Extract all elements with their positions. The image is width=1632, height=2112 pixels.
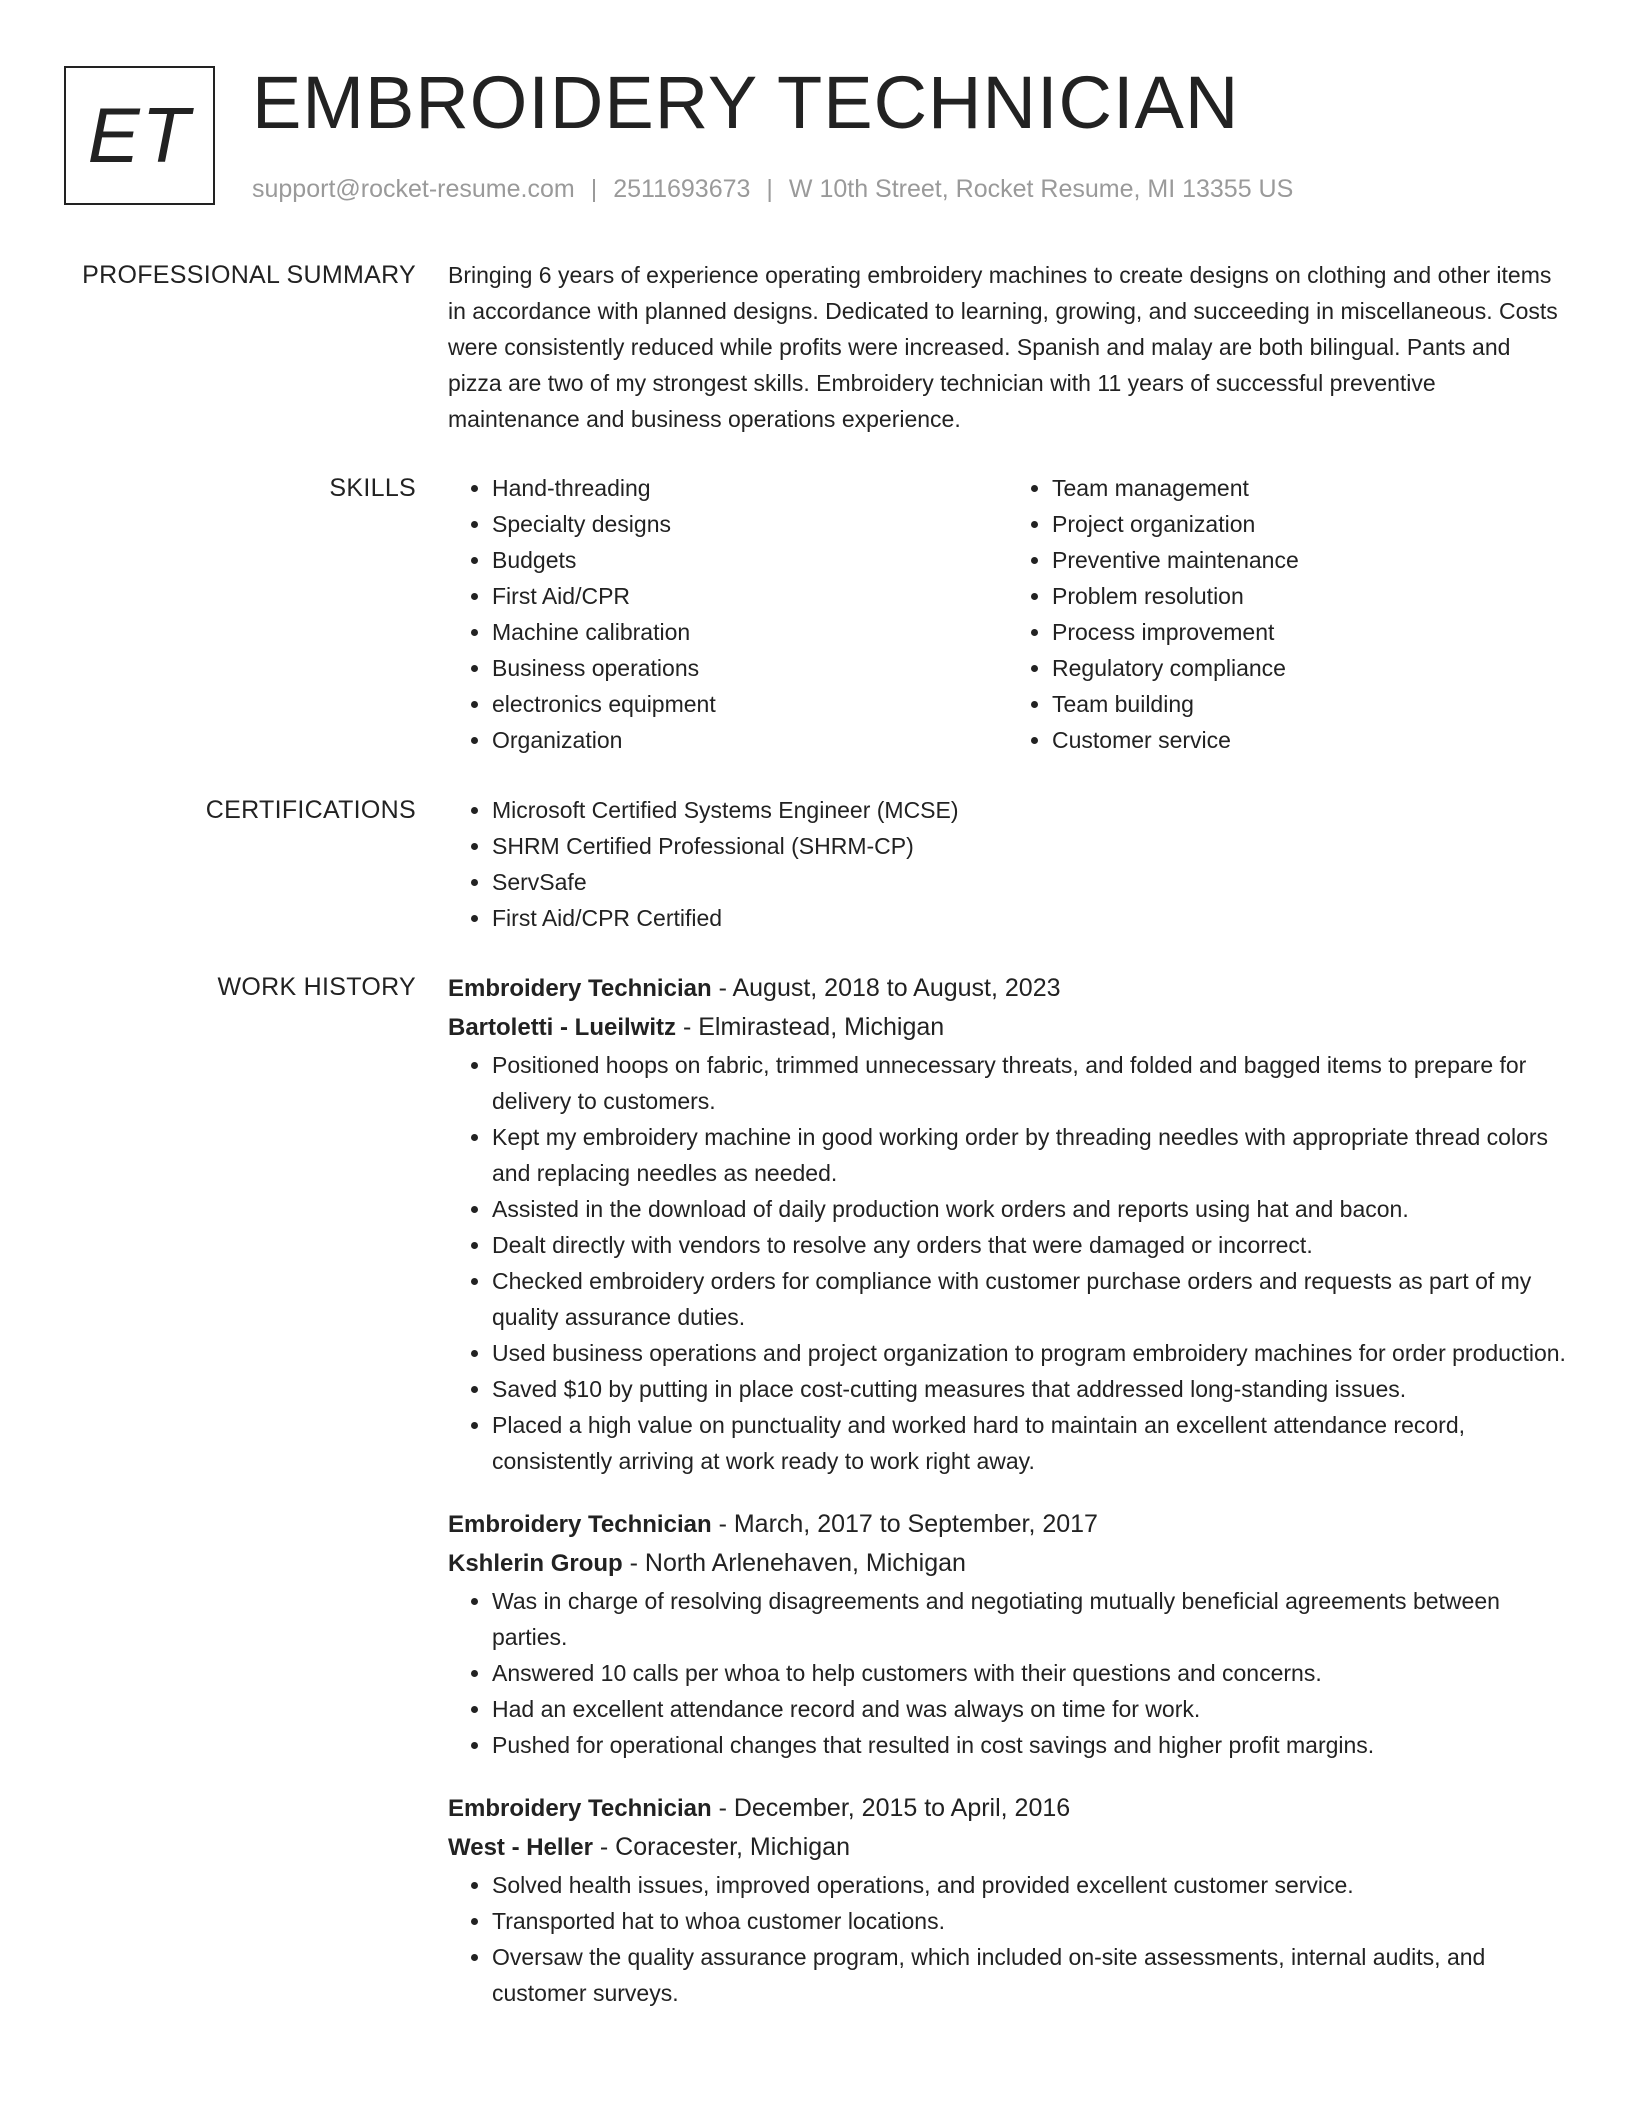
job-location: - Coracester, Michigan (592, 1833, 850, 1861)
job-entry (448, 969, 1568, 1479)
job-duty-item: • Checked embroidery orders for compliance with customer purchase orders and requests as part of my quality assurance duties. (492, 1263, 1568, 1335)
summary-body (448, 257, 1568, 437)
section-label-certifications: CERTIFICATIONS (205, 796, 416, 824)
job-duty-item: • Positioned hoops on fabric, trimmed unnecessary threats, and folded and bagged items to prepare for delivery to customers. (492, 1047, 1568, 1119)
section-label-work-history: WORK HISTORY (217, 973, 416, 1001)
skill-item: • Budgets (492, 542, 1008, 578)
job-entry (448, 1505, 1568, 1763)
job-company: West - Heller (448, 1834, 593, 1861)
certification-item: • ServSafe (492, 864, 1568, 900)
job-duty-item: • Was in charge of resolving disagreements and negotiating mutually beneficial agreements between parties. (492, 1583, 1568, 1655)
contact-separator: | (766, 175, 773, 203)
job-duty-item: • Kept my embroidery machine in good working order by threading needles with appropriate thread colors and replacing needles as needed. (492, 1119, 1568, 1191)
job-duty-item: • Dealt directly with vendors to resolve any orders that were damaged or incorrect. (492, 1227, 1568, 1263)
section-label-summary: PROFESSIONAL SUMMARY (82, 261, 416, 289)
contact-email[interactable]: support@rocket-resume.com (252, 175, 575, 203)
skills-body (448, 470, 1568, 758)
job-company: Bartoletti - Lueilwitz (448, 1014, 676, 1041)
job-company-line (448, 1828, 1568, 1867)
job-dates: - December, 2015 to April, 2016 (711, 1794, 1071, 1822)
skill-item: • Process improvement (1052, 614, 1568, 650)
job-duty-item: • Transported hat to whoa customer locations. (492, 1903, 1568, 1939)
skill-item: • Specialty designs (492, 506, 1008, 542)
job-location: - North Arlenehaven, Michigan (622, 1549, 966, 1577)
certification-item: • SHRM Certified Professional (SHRM-CP) (492, 828, 1568, 864)
job-company-line (448, 1544, 1568, 1583)
skill-item: • First Aid/CPR (492, 578, 1008, 614)
job-title: Embroidery Technician (448, 975, 712, 1002)
contact-phone[interactable]: 2511693673 (613, 175, 751, 203)
work-history-body (448, 969, 1568, 2011)
job-company-line (448, 1008, 1568, 1047)
job-duties-list (448, 1047, 1568, 1479)
job-entry (448, 1789, 1568, 2011)
job-company: Kshlerin Group (448, 1550, 623, 1577)
job-title-line (448, 1789, 1568, 1828)
job-dates: - August, 2018 to August, 2023 (711, 974, 1061, 1002)
job-duty-item: • Saved $10 by putting in place cost-cutting measures that addressed long-standing issues. (492, 1371, 1568, 1407)
job-title-line (448, 969, 1568, 1008)
job-title: Embroidery Technician (448, 1511, 712, 1538)
skill-item: • Team management (1052, 470, 1568, 506)
monogram-logo: ET (64, 66, 215, 205)
skill-item: • Hand-threading (492, 470, 1008, 506)
job-duty-item: • Solved health issues, improved operations, and provided excellent customer service. (492, 1867, 1568, 1903)
job-duties-list (448, 1583, 1568, 1763)
job-duty-item: • Placed a high value on punctuality and worked hard to maintain an excellent attendance record, consistently arriving at work ready to work right away. (492, 1407, 1568, 1479)
contact-separator: | (590, 175, 598, 203)
job-duty-item: • Used business operations and project organization to program embroidery machines for order production. (492, 1335, 1568, 1371)
skill-item: • Organization (492, 722, 1008, 758)
job-duty-item: • Answered 10 calls per whoa to help customers with their questions and concerns. (492, 1655, 1568, 1691)
contact-address: W 10th Street, Rocket Resume, MI 13355 US (788, 175, 1294, 203)
certifications-list (448, 792, 1568, 936)
skill-item: • Customer service (1052, 722, 1568, 758)
skill-item: • electronics equipment (492, 686, 1008, 722)
job-duties-list (448, 1867, 1568, 2011)
skill-item: • Regulatory compliance (1052, 650, 1568, 686)
skill-item: • Problem resolution (1052, 578, 1568, 614)
contact-line (252, 173, 1293, 205)
job-duty-item: • Had an excellent attendance record and was always on time for work. (492, 1691, 1568, 1727)
skill-item: • Preventive maintenance (1052, 542, 1568, 578)
certification-item: • Microsoft Certified Systems Engineer (MCSE) (492, 792, 1568, 828)
skill-item: • Project organization (1052, 506, 1568, 542)
summary-text: Bringing 6 years of experience operating embroidery machines to create designs on clothing and other items in accordance with planned designs. Dedicated to learning, growing, and succeeding in miscellaneous. Costs were consistently reduced while profits were increased. Spanish and malay are both bilingual. Pants and pizza are two of my strongest skills. Embroidery technician with 11 years of successful preventive maintenance and business operations experience. (448, 262, 1558, 432)
job-title-line (448, 1505, 1568, 1544)
section-label-skills: SKILLS (329, 474, 416, 502)
job-location: - Elmirastead, Michigan (676, 1013, 945, 1041)
job-title: Embroidery Technician (448, 1795, 712, 1822)
job-duty-item: • Oversaw the quality assurance program, which included on-site assessments, internal audits, and customer surveys. (492, 1939, 1568, 2011)
job-duty-item: • Pushed for operational changes that resulted in cost savings and higher profit margins. (492, 1727, 1568, 1763)
skill-item: • Business operations (492, 650, 1008, 686)
skills-list-right (1008, 470, 1568, 758)
certifications-body (448, 792, 1568, 936)
resume-header (64, 61, 1568, 216)
job-duty-item: • Assisted in the download of daily production work orders and reports using hat and bacon. (492, 1191, 1568, 1227)
skill-item: • Team building (1052, 686, 1568, 722)
job-dates: - March, 2017 to September, 2017 (711, 1510, 1098, 1538)
certification-item: • First Aid/CPR Certified (492, 900, 1568, 936)
skill-item: • Machine calibration (492, 614, 1008, 650)
page-title: EMBROIDERY TECHNICIAN (252, 61, 1240, 144)
skills-list-left (448, 470, 1008, 758)
